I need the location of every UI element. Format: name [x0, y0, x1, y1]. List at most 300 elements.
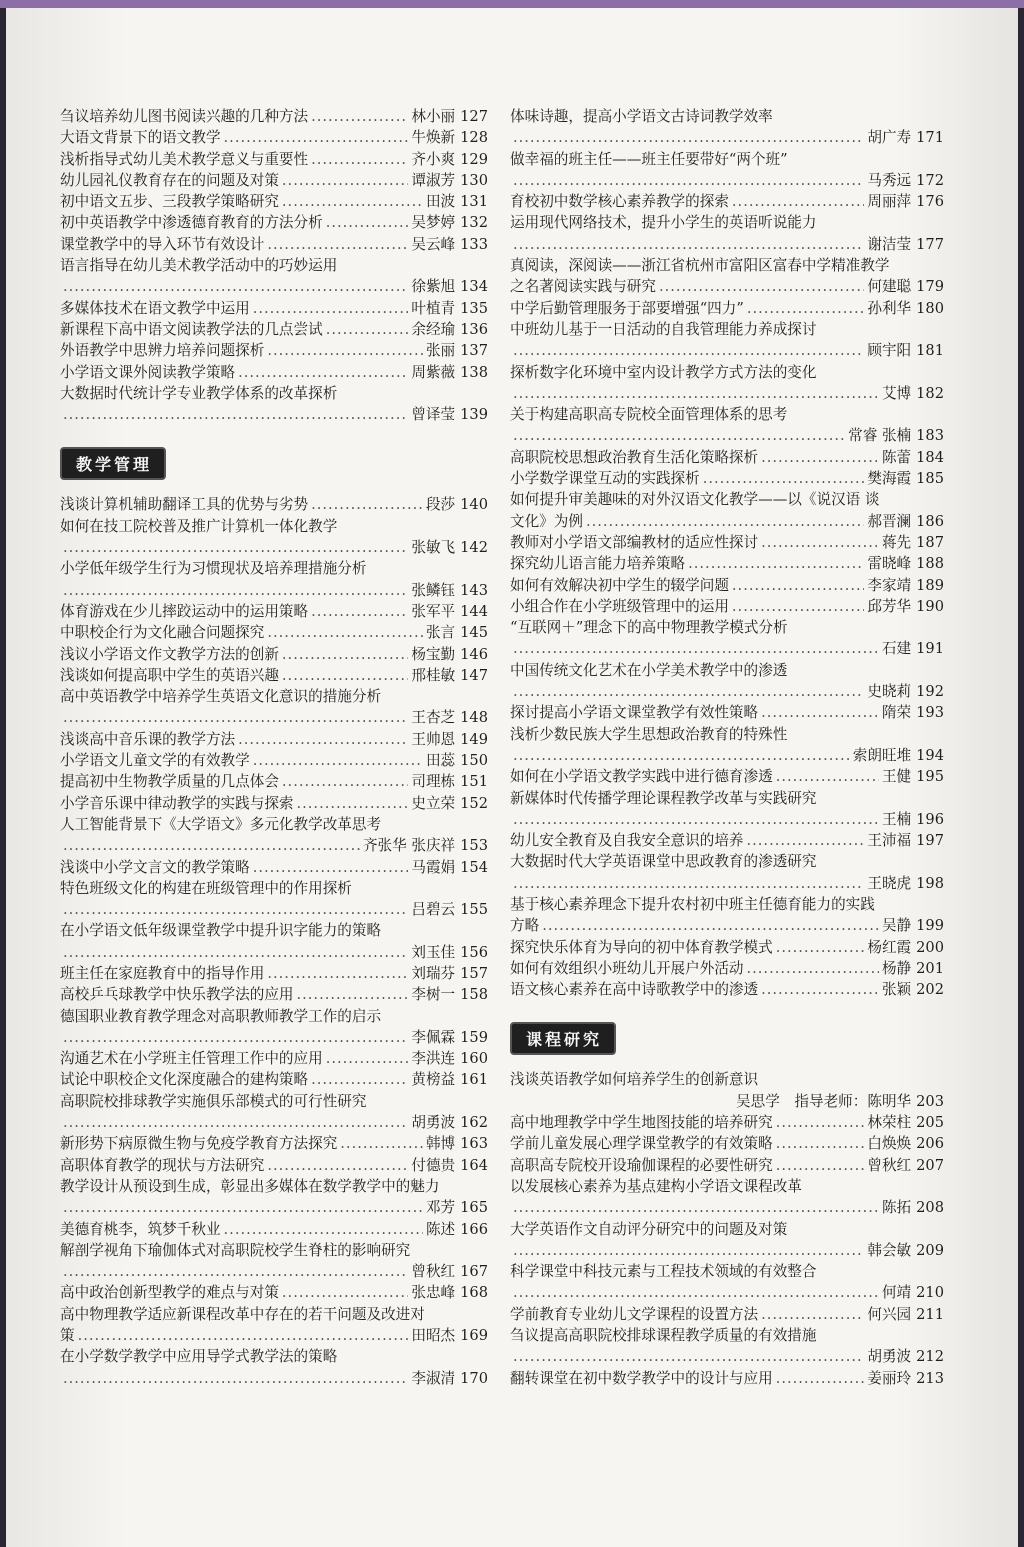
- toc-entry: [60, 362, 488, 383]
- entry-page: 134: [460, 278, 488, 296]
- toc-entry: [510, 1155, 944, 1176]
- entry-author: 刘玉佳: [411, 943, 456, 961]
- toc-entry: [510, 851, 944, 894]
- entry-row: [510, 745, 944, 766]
- entry-title: 小学语文课外阅读教学策略: [60, 363, 236, 381]
- entry-author: 何兴园: [867, 1305, 912, 1323]
- entry-page: 164: [460, 1156, 488, 1174]
- entry-author: 姜丽玲: [867, 1369, 912, 1387]
- entry-author: 林荣柱: [867, 1114, 912, 1132]
- toc-entry: [510, 255, 944, 298]
- entry-row: [510, 937, 944, 958]
- leader-dots: [761, 1304, 864, 1325]
- toc-entry: [510, 1219, 944, 1262]
- entry-page: 210: [916, 1284, 944, 1302]
- entry-page: 152: [460, 794, 488, 812]
- entry-title: 如何在小学语文教学实践中进行德育渗透: [510, 768, 773, 786]
- leader-dots: [267, 963, 408, 984]
- leader-dots: [267, 340, 423, 361]
- entry-page: 147: [460, 666, 488, 684]
- entry-author: 陈蕾: [881, 448, 912, 466]
- leader-dots: [776, 766, 879, 787]
- toc-entry: [510, 404, 944, 447]
- entry-author: 田蕊: [425, 752, 456, 770]
- section-heading: 教学管理: [60, 447, 166, 480]
- entry-page: 142: [460, 539, 488, 557]
- leader-dots: [586, 511, 864, 532]
- leader-dots: [238, 729, 408, 750]
- entry-row: [510, 127, 944, 148]
- toc-entry: [60, 127, 488, 148]
- leader-dots: [238, 362, 408, 383]
- entry-page: 185: [916, 470, 944, 488]
- entry-row: [510, 1155, 944, 1176]
- entry-title: 大数据时代大学英语课堂中思政教育的渗透研究: [510, 853, 817, 871]
- leader-dots: [513, 1197, 879, 1218]
- entry-row: [510, 1282, 944, 1303]
- toc-entry: [510, 702, 944, 723]
- toc-entry: [60, 170, 488, 191]
- leader-dots: [513, 873, 864, 894]
- leader-dots: [63, 707, 408, 728]
- entry-title: 在小学语文低年级课堂教学中提升识字能力的策略: [60, 922, 382, 940]
- entry-author: 艾博: [881, 384, 912, 402]
- toc-entry: [510, 596, 944, 617]
- entry-author: 隋荣: [881, 704, 912, 722]
- entry-author: 徐紫旭: [411, 278, 456, 296]
- entry-author: 付德贵: [411, 1156, 456, 1174]
- page-edge: [0, 0, 1024, 8]
- entry-page: 167: [460, 1263, 488, 1281]
- entry-page: 203: [916, 1092, 944, 1110]
- entry-author: 吴云峰: [411, 235, 456, 253]
- toc-entry: [510, 617, 944, 660]
- entry-author: 邢桂敏: [411, 666, 456, 684]
- entry-row: [510, 766, 944, 787]
- entry-author: 韩会敏: [867, 1241, 912, 1259]
- entry-author: 田昭杰: [411, 1327, 456, 1345]
- entry-page: 183: [916, 427, 944, 445]
- entry-title: 教师对小学语文部编教材的适应性探讨: [510, 533, 759, 551]
- toc-entry: [60, 793, 488, 814]
- leader-dots: [513, 681, 864, 702]
- toc-entry: [510, 298, 944, 319]
- toc-entry: [60, 1219, 488, 1240]
- entry-author: 吴思学 指导老师：陈明华: [736, 1092, 912, 1110]
- toc-entry: [60, 601, 488, 622]
- entry-title: 学前教育专业幼儿文学课程的设置方法: [510, 1305, 759, 1323]
- leader-dots: [224, 1219, 423, 1240]
- entry-title: 小学低年级学生行为习惯现状及培养理措施分析: [60, 560, 367, 578]
- entry-page: 160: [460, 1050, 488, 1068]
- entry-page: 188: [916, 555, 944, 573]
- entry-author: 樊海霞: [867, 470, 912, 488]
- entry-row: [60, 1133, 488, 1154]
- entry-author: 李树一: [411, 986, 456, 1004]
- entry-row: [510, 1368, 944, 1389]
- entry-title: 刍议提高高职院校排球课程教学质量的有效措施: [510, 1327, 817, 1345]
- entry-title: 如何提升审美趣味的对外汉语文化教学——以《说汉语 谈: [510, 491, 880, 509]
- entry-title: 如何有效组织小班幼儿开展户外活动: [510, 959, 744, 977]
- leader-dots: [776, 1133, 865, 1154]
- entry-page: 154: [460, 858, 488, 876]
- entry-title: 刍议培养幼儿图书阅读兴趣的几种方法: [60, 108, 309, 125]
- toc-entry: [510, 1261, 944, 1304]
- entry-page: 179: [916, 278, 944, 296]
- leader-dots: [311, 149, 408, 170]
- entry-page: 209: [916, 1241, 944, 1259]
- entry-title: 新课程下高中语文阅读教学法的几点尝试: [60, 320, 323, 338]
- toc-entry: [510, 1069, 944, 1112]
- toc-entry: [60, 319, 488, 340]
- entry-title: 中国传统文化艺术在小学美术教学中的渗透: [510, 661, 788, 679]
- toc-entry: [60, 963, 488, 984]
- entry-author: 刘瑞芬: [411, 964, 456, 982]
- toc-entry: [60, 878, 488, 921]
- entry-title: 运用现代网络技术，提升小学生的英语听说能力: [510, 214, 817, 232]
- entry-author: 邓芳: [425, 1199, 456, 1217]
- entry-page: 159: [460, 1028, 488, 1046]
- entry-page: 195: [916, 768, 944, 786]
- toc-entry: [60, 857, 488, 878]
- leader-dots: [63, 537, 408, 558]
- entry-row: [60, 362, 488, 383]
- entry-page: 176: [916, 193, 944, 211]
- entry-row: [60, 857, 488, 878]
- entry-title: 小学语文儿童文学的有效教学: [60, 752, 250, 770]
- entry-row: [510, 425, 944, 446]
- entry-author: 陈述: [425, 1220, 456, 1238]
- entry-page: 144: [460, 602, 488, 620]
- entry-title: 在小学数学教学中应用导学式教学法的策略: [60, 1348, 338, 1366]
- entry-author: 张言: [425, 624, 456, 642]
- entry-row: [510, 234, 944, 255]
- entry-row: [60, 835, 488, 856]
- leader-dots: [776, 1112, 865, 1133]
- entry-page: 181: [916, 342, 944, 360]
- toc-entry: [510, 979, 944, 1000]
- entry-author: 齐小爽: [411, 150, 456, 168]
- entry-page: 197: [916, 832, 944, 850]
- entry-page: 212: [916, 1348, 944, 1366]
- toc-entry: [60, 920, 488, 963]
- leader-dots: [761, 532, 879, 553]
- leader-dots: [776, 1368, 865, 1389]
- toc-entry: [60, 1346, 488, 1389]
- entry-author: 王晓虎: [867, 874, 912, 892]
- entry-title: 浅谈中小学文言文的教学策略: [60, 858, 250, 876]
- toc-entry: [60, 383, 488, 426]
- entry-page: 135: [460, 299, 488, 317]
- entry-title: 浅议小学语文作文教学方法的创新: [60, 645, 279, 663]
- entry-author: 黄榜益: [411, 1071, 456, 1089]
- toc-entry: [60, 771, 488, 792]
- entry-author: 吴梦婷: [411, 214, 456, 232]
- entry-row: [60, 1368, 488, 1389]
- entry-author: 曾秋红: [867, 1156, 912, 1174]
- leader-dots: [267, 234, 408, 255]
- leader-dots: [761, 979, 879, 1000]
- leader-dots: [732, 191, 864, 212]
- entry-title: 初中语文五步、三段教学策略研究: [60, 193, 279, 211]
- entry-page: 202: [916, 981, 944, 999]
- entry-row: [60, 106, 488, 127]
- leader-dots: [513, 383, 879, 404]
- entry-author: 齐张华 张庆祥: [362, 837, 456, 855]
- entry-page: 199: [916, 917, 944, 935]
- entry-author: 司理栋: [411, 773, 456, 791]
- toc-entry: [510, 788, 944, 831]
- leader-dots: [776, 1155, 865, 1176]
- entry-row: [60, 340, 488, 361]
- entry-author: 李家靖: [867, 576, 912, 594]
- toc-entry: [60, 1282, 488, 1303]
- leader-dots: [63, 276, 408, 297]
- entry-row: [60, 622, 488, 643]
- entry-author: 邱芳华: [867, 597, 912, 615]
- entry-page: 187: [916, 533, 944, 551]
- toc-entry: [510, 191, 944, 212]
- toc-entry: [60, 340, 488, 361]
- entry-author: 谢洁莹: [867, 235, 912, 253]
- leader-dots: [297, 793, 409, 814]
- entry-page: 162: [460, 1114, 488, 1132]
- entry-title: 体味诗趣，提高小学语文古诗词教学效率: [510, 108, 773, 125]
- entry-author: 胡勇波: [411, 1114, 456, 1132]
- entry-row: [60, 319, 488, 340]
- entry-author: 吴静: [881, 917, 912, 935]
- entry-author: 常睿 张楠: [848, 427, 912, 445]
- leader-dots: [63, 899, 408, 920]
- entry-title-cont: 之名著阅读实践与研究: [510, 278, 656, 296]
- entry-author: 田波: [425, 193, 456, 211]
- entry-author: 杨红霞: [867, 938, 912, 956]
- entry-page: 192: [916, 683, 944, 701]
- entry-page: 213: [916, 1369, 944, 1387]
- entry-title: 探析数字化环境中室内设计教学方式方法的变化: [510, 363, 817, 381]
- entry-row: [510, 1197, 944, 1218]
- entry-row: [510, 915, 944, 936]
- entry-page: 177: [916, 235, 944, 253]
- entry-title: 高职体育教学的现状与方法研究: [60, 1156, 265, 1174]
- entry-row: [60, 793, 488, 814]
- entry-page: 184: [916, 448, 944, 466]
- toc-entry: [60, 814, 488, 857]
- entry-page: 171: [916, 129, 944, 147]
- entry-row: [60, 707, 488, 728]
- entry-page: 150: [460, 752, 488, 770]
- entry-page: 182: [916, 384, 944, 402]
- leader-dots: [282, 191, 423, 212]
- entry-title: 科学课堂中科技元素与工程技术领域的有效整合: [510, 1263, 817, 1281]
- entry-author: 雷晓峰: [867, 555, 912, 573]
- toc-entry: [510, 553, 944, 574]
- entry-author: 王杏芝: [411, 709, 456, 727]
- entry-page: 133: [460, 235, 488, 253]
- leader-dots: [282, 170, 408, 191]
- entry-row: [60, 1197, 488, 1218]
- entry-page: 172: [916, 171, 944, 189]
- entry-title: 大学英语作文自动评分研究中的问题及对策: [510, 1220, 788, 1238]
- entry-title: 语言指导在幼儿美术教学活动中的巧妙运用: [60, 257, 338, 275]
- entry-row: [510, 340, 944, 361]
- toc-entry: [510, 1133, 944, 1154]
- entry-page: 165: [460, 1199, 488, 1217]
- entry-row: [60, 771, 488, 792]
- entry-row: [510, 702, 944, 723]
- leader-dots: [267, 1155, 408, 1176]
- entry-author: 杨宝勤: [411, 645, 456, 663]
- entry-page: 136: [460, 320, 488, 338]
- entry-page: 163: [460, 1135, 488, 1153]
- leader-dots: [282, 665, 408, 686]
- entry-author: 张军平: [411, 602, 456, 620]
- entry-row: [60, 1069, 488, 1090]
- leader-dots: [513, 1240, 864, 1261]
- entry-title: 解剖学视角下瑜伽体式对高职院校学生脊柱的影响研究: [60, 1241, 411, 1259]
- leader-dots: [761, 447, 879, 468]
- leader-dots: [63, 1261, 408, 1282]
- toc-entry: [510, 106, 944, 149]
- leader-dots: [253, 750, 423, 771]
- leader-dots: [703, 468, 865, 489]
- toc-entry: [60, 1176, 488, 1219]
- toc-entry: [60, 686, 488, 729]
- toc-entry: [510, 1325, 944, 1368]
- toc-list: [60, 106, 488, 425]
- entry-author: 余经瑜: [411, 320, 456, 338]
- leader-dots: [542, 915, 879, 936]
- entry-title: 做幸福的班主任——班主任要带好“两个班”: [510, 150, 788, 168]
- leader-dots: [253, 857, 409, 878]
- entry-title: 小学音乐课中律动教学的实践与探索: [60, 794, 294, 812]
- toc-entry: [60, 1069, 488, 1090]
- toc-entry: [510, 894, 944, 937]
- entry-page: 186: [916, 512, 944, 530]
- toc-entry: [510, 724, 944, 767]
- leader-dots: [326, 1048, 409, 1069]
- entry-row: [60, 963, 488, 984]
- entry-author: 杨静: [881, 959, 912, 977]
- toc-entry: [510, 149, 944, 192]
- toc-entry: [510, 362, 944, 405]
- entry-page: 143: [460, 581, 488, 599]
- entry-row: [60, 1112, 488, 1133]
- entry-author: 张丽: [425, 342, 456, 360]
- entry-title: 中班幼儿基于一日活动的自我管理能力养成探讨: [510, 320, 817, 338]
- entry-author: 段莎: [425, 496, 456, 514]
- entry-author: 陈拓: [881, 1199, 912, 1217]
- leader-dots: [63, 1027, 408, 1048]
- entry-page: 191: [916, 640, 944, 658]
- toc-entry: [60, 255, 488, 298]
- entry-author: 王帅恩: [411, 730, 456, 748]
- entry-row: [510, 383, 944, 404]
- entry-title: 高中英语教学中培养学生英语文化意识的措施分析: [60, 688, 382, 706]
- leader-dots: [732, 575, 864, 596]
- entry-title-cont: 策: [60, 1327, 75, 1345]
- toc-entry: [60, 1091, 488, 1134]
- entry-title: 外语教学中思辨力培养问题探析: [60, 342, 265, 360]
- entry-author: 胡勇波: [867, 1348, 912, 1366]
- leader-dots: [513, 127, 864, 148]
- entry-author: 石建: [881, 640, 912, 658]
- entry-author: 曾秋红: [411, 1263, 456, 1281]
- entry-page: 140: [460, 496, 488, 514]
- toc-entry: [60, 494, 488, 515]
- entry-title: 德国职业教育教学理念对高职教师教学工作的启示: [60, 1007, 382, 1025]
- entry-title: 浅谈如何提高职中学生的英语兴趣: [60, 666, 279, 684]
- leader-dots: [63, 404, 408, 425]
- toc-column-left: [60, 106, 488, 1389]
- toc-entry: [510, 447, 944, 468]
- entry-title: 高中物理教学适应新课程改革中存在的若干问题及改进对: [60, 1305, 425, 1323]
- toc-entry: [60, 665, 488, 686]
- entry-page: 132: [460, 214, 488, 232]
- entry-author: 张敏飞: [411, 539, 456, 557]
- entry-page: 138: [460, 363, 488, 381]
- entry-row: [60, 1048, 488, 1069]
- entry-title: 翻转课堂在初中数学教学中的设计与应用: [510, 1369, 773, 1387]
- toc-entry: [60, 516, 488, 559]
- entry-title-cont: 方略: [510, 917, 540, 935]
- entry-page: 145: [460, 624, 488, 642]
- entry-title: 高职院校排球教学实施俱乐部模式的可行性研究: [60, 1092, 367, 1110]
- entry-title: 中学后勤管理服务于部要增强“四力”: [510, 299, 744, 317]
- leader-dots: [326, 212, 409, 233]
- entry-title: 幼儿安全教育及自我安全意识的培养: [510, 832, 744, 850]
- entry-author: 何建聪: [867, 278, 912, 296]
- entry-title: 高职院校思想政治教育生活化策略探析: [510, 448, 759, 466]
- entry-page: 208: [916, 1199, 944, 1217]
- leader-dots: [297, 984, 409, 1005]
- entry-page: 190: [916, 597, 944, 615]
- toc-entry: [510, 532, 944, 553]
- entry-title: 浅谈英语教学如何培养学生的创新意识: [510, 1071, 759, 1089]
- toc-entry: [60, 1048, 488, 1069]
- entry-page: 194: [916, 746, 944, 764]
- entry-author: 索朗旺堆: [852, 746, 912, 764]
- entry-author: 何靖: [881, 1284, 912, 1302]
- entry-row: [60, 644, 488, 665]
- entry-author: 史立荣: [411, 794, 456, 812]
- entry-page: 130: [460, 171, 488, 189]
- entry-page: 170: [460, 1369, 488, 1387]
- entry-row: [510, 532, 944, 553]
- entry-author: 张鳞钰: [411, 581, 456, 599]
- entry-title: 育校初中数学核心素养教学的探索: [510, 193, 729, 211]
- entry-author: 白焕焕: [867, 1135, 912, 1153]
- entry-title: 大语文背景下的语文教学: [60, 129, 221, 147]
- entry-page: 180: [916, 299, 944, 317]
- toc-entry: [60, 149, 488, 170]
- entry-title: 幼儿园礼仪教育存在的问题及对策: [60, 171, 279, 189]
- entry-row: [510, 979, 944, 1000]
- toc-entry: [510, 937, 944, 958]
- leader-dots: [513, 638, 879, 659]
- entry-title: 班主任在家庭教育中的指导作用: [60, 964, 265, 982]
- leader-dots: [311, 494, 423, 515]
- entry-row: [510, 447, 944, 468]
- entry-title: “互联网＋”理念下的高中物理教学模式分析: [510, 619, 788, 637]
- entry-page: 128: [460, 129, 488, 147]
- entry-row: [510, 873, 944, 894]
- entry-row: [60, 750, 488, 771]
- entry-title: 语文核心素养在高中诗歌教学中的渗透: [510, 981, 759, 999]
- entry-page: 155: [460, 901, 488, 919]
- leader-dots: [747, 298, 865, 319]
- leader-dots: [747, 958, 879, 979]
